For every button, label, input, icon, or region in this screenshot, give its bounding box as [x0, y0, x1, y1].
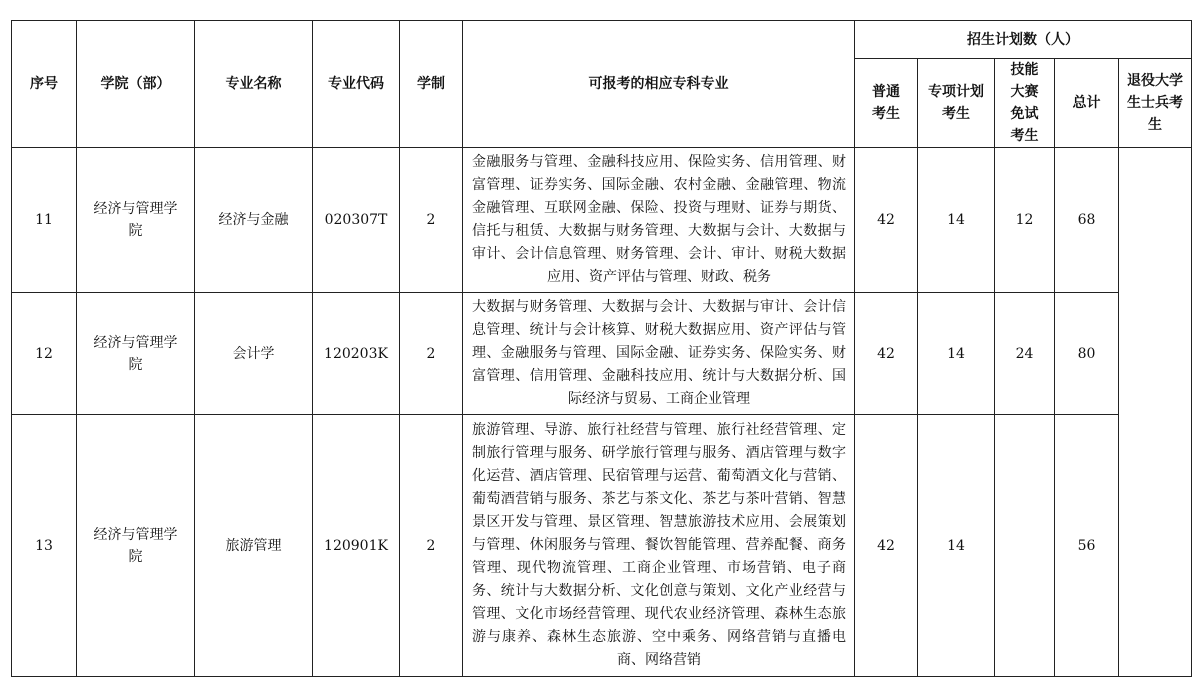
cell-duration: 2 — [400, 293, 463, 415]
cell-seq: 11 — [12, 148, 77, 293]
cell-total: 56 — [1055, 415, 1119, 677]
enrollment-plan-table — [11, 20, 1192, 677]
header-eligible-majors: 可报考的相应专科专业 — [463, 21, 855, 148]
cell-skill — [995, 415, 1055, 677]
cell-eligible-majors: 金融服务与管理、金融科技应用、保险实务、信用管理、财富管理、证券实务、国际金融、农村金融、金融管理、物流金融管理、互联网金融、保险、投资与理财、证券与期货、信托与租赁、大数据与财务管理、大数据与会计、大数据与审计、会计信息管理、财务管理、会计、审计、财税大数据应用、资产评估与管理、财政、税务 — [463, 148, 855, 293]
cell-veteran — [1119, 148, 1192, 677]
table-row — [12, 415, 1192, 677]
cell-major-name: 会计学 — [195, 293, 313, 415]
cell-eligible-majors: 旅游管理、导游、旅行社经营与管理、旅行社经营管理、定制旅行管理与服务、研学旅行管理与服务、酒店管理与数字化运营、酒店管理、民宿管理与运营、葡萄酒文化与营销、葡萄酒营销与服务、茶艺与茶文化、茶艺与茶叶营销、智慧景区开发与管理、景区管理、智慧旅游技术应用、会展策划与管理、休闲服务与管理、餐饮智能管理、营养配餐、商务管理、现代物流管理、工商企业管理、市场营销、电子商务、统计与大数据分析、文化创意与策划、文化产业经营与管理、文化市场经营管理、现代农业经济管理、森林生态旅游与康养、森林生态旅游、空中乘务、网络营销与直播电商、网络营销 — [463, 415, 855, 677]
header-skill: 技能大赛免试考生 — [995, 59, 1055, 148]
cell-college: 经济与管理学院 — [77, 148, 195, 293]
cell-college: 经济与管理学院 — [77, 415, 195, 677]
cell-skill: 12 — [995, 148, 1055, 293]
cell-major-code: 120203K — [313, 293, 400, 415]
header-duration: 学制 — [400, 21, 463, 148]
cell-general: 42 — [855, 148, 918, 293]
header-major-name: 专业名称 — [195, 21, 313, 148]
cell-special: 14 — [918, 148, 995, 293]
cell-total: 80 — [1055, 293, 1119, 415]
cell-major-name: 经济与金融 — [195, 148, 313, 293]
cell-major-name: 旅游管理 — [195, 415, 313, 677]
table-row — [12, 148, 1192, 293]
table-row — [12, 293, 1192, 415]
cell-skill: 24 — [995, 293, 1055, 415]
cell-general: 42 — [855, 293, 918, 415]
header-major-code: 专业代码 — [313, 21, 400, 148]
header-college: 学院（部） — [77, 21, 195, 148]
cell-seq: 12 — [12, 293, 77, 415]
cell-general: 42 — [855, 415, 918, 677]
header-veteran: 退役大学生士兵考生 — [1119, 59, 1192, 148]
cell-duration: 2 — [400, 148, 463, 293]
header-total: 总计 — [1055, 59, 1119, 148]
cell-duration: 2 — [400, 415, 463, 677]
header-seq: 序号 — [12, 21, 77, 148]
cell-eligible-majors: 大数据与财务管理、大数据与会计、大数据与审计、会计信息管理、统计与会计核算、财税大数据应用、资产评估与管理、金融服务与管理、国际金融、证券实务、保险实务、财富管理、信用管理、金融科技应用、统计与大数据分析、国际经济与贸易、工商企业管理 — [463, 293, 855, 415]
cell-total: 68 — [1055, 148, 1119, 293]
cell-seq: 13 — [12, 415, 77, 677]
cell-special: 14 — [918, 293, 995, 415]
cell-major-code: 020307T — [313, 148, 400, 293]
cell-college: 经济与管理学院 — [77, 293, 195, 415]
header-general: 普通考生 — [855, 59, 918, 148]
header-plan-group: 招生计划数（人） — [855, 21, 1192, 59]
header-special: 专项计划考生 — [918, 59, 995, 148]
cell-major-code: 120901K — [313, 415, 400, 677]
cell-special: 14 — [918, 415, 995, 677]
